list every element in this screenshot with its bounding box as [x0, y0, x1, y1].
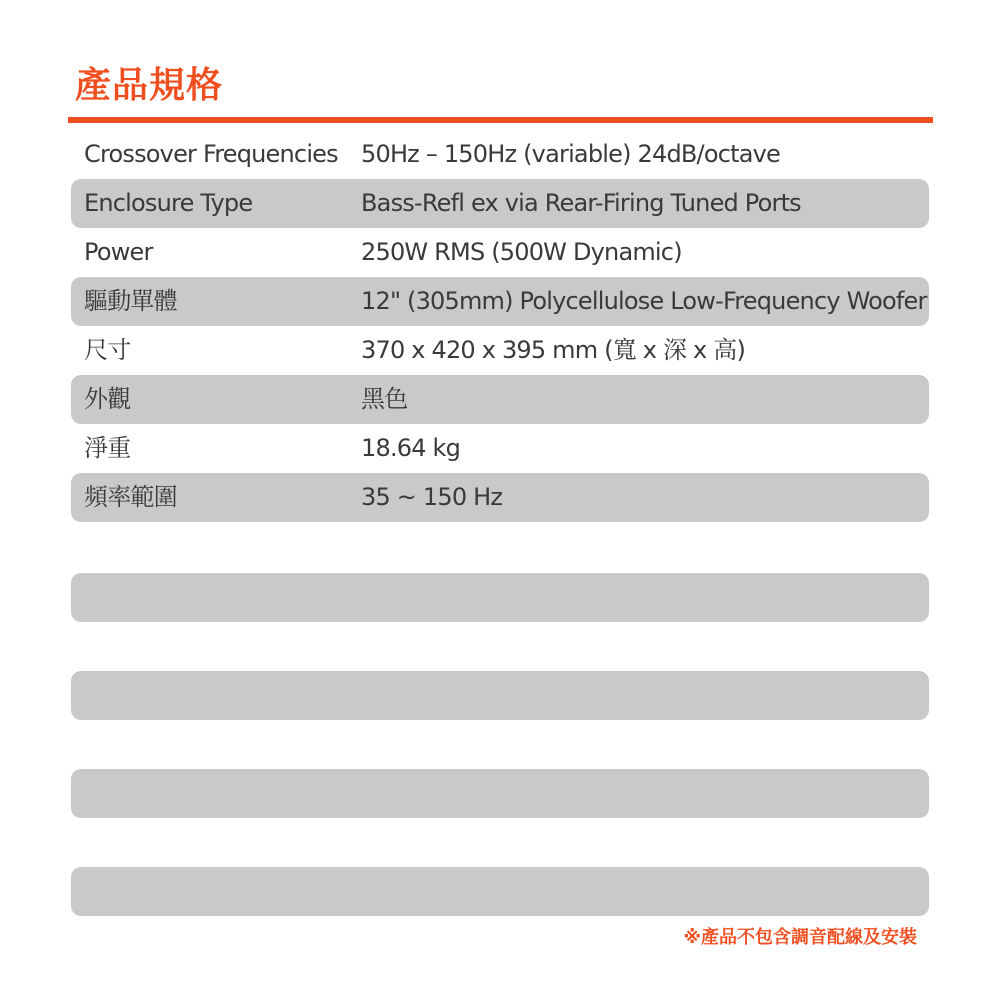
empty-spec-row — [71, 867, 929, 916]
spec-value: 50Hz – 150Hz (variable) 24dB/octave — [361, 140, 780, 168]
spec-row-dimensions — [71, 326, 929, 375]
empty-spec-row — [71, 573, 929, 622]
spec-label: 淨重 — [84, 434, 131, 462]
spec-value: 35 ~ 150 Hz — [361, 483, 503, 511]
spec-label: 尺寸 — [84, 336, 131, 364]
title-divider — [68, 117, 933, 123]
spec-label: Enclosure Type — [84, 189, 253, 217]
spec-row-finish — [71, 375, 929, 424]
spec-value: 18.64 kg — [361, 434, 461, 462]
page-title: 產品規格 — [75, 65, 224, 106]
empty-spec-row — [71, 671, 929, 720]
footnote: ※產品不包含調音配線及安裝 — [683, 927, 917, 948]
spec-label: Crossover Frequencies — [84, 140, 338, 168]
spec-label: Power — [84, 238, 153, 266]
spec-value: 12" (305mm) Polycellulose Low-Frequency Woofer — [361, 287, 927, 315]
spec-value: Bass-Refl ex via Rear-Firing Tuned Ports — [361, 189, 801, 217]
spec-row-driver — [71, 277, 929, 326]
spec-row-enclosure-type — [71, 179, 929, 228]
spec-label: 頻率範圍 — [84, 483, 177, 511]
spec-value: 370 x 420 x 395 mm (寬 x 深 x 高) — [361, 336, 746, 364]
spec-row-net-weight — [71, 424, 929, 473]
spec-label: 驅動單體 — [84, 287, 177, 315]
spec-label: 外觀 — [84, 385, 131, 413]
spec-table — [71, 130, 929, 522]
spec-row-power — [71, 228, 929, 277]
spec-row-frequency-range — [71, 473, 929, 522]
empty-spec-row — [71, 769, 929, 818]
spec-value: 250W RMS (500W Dynamic) — [361, 238, 682, 266]
spec-row-crossover-frequencies — [71, 130, 929, 179]
spec-value: 黑色 — [361, 385, 408, 413]
